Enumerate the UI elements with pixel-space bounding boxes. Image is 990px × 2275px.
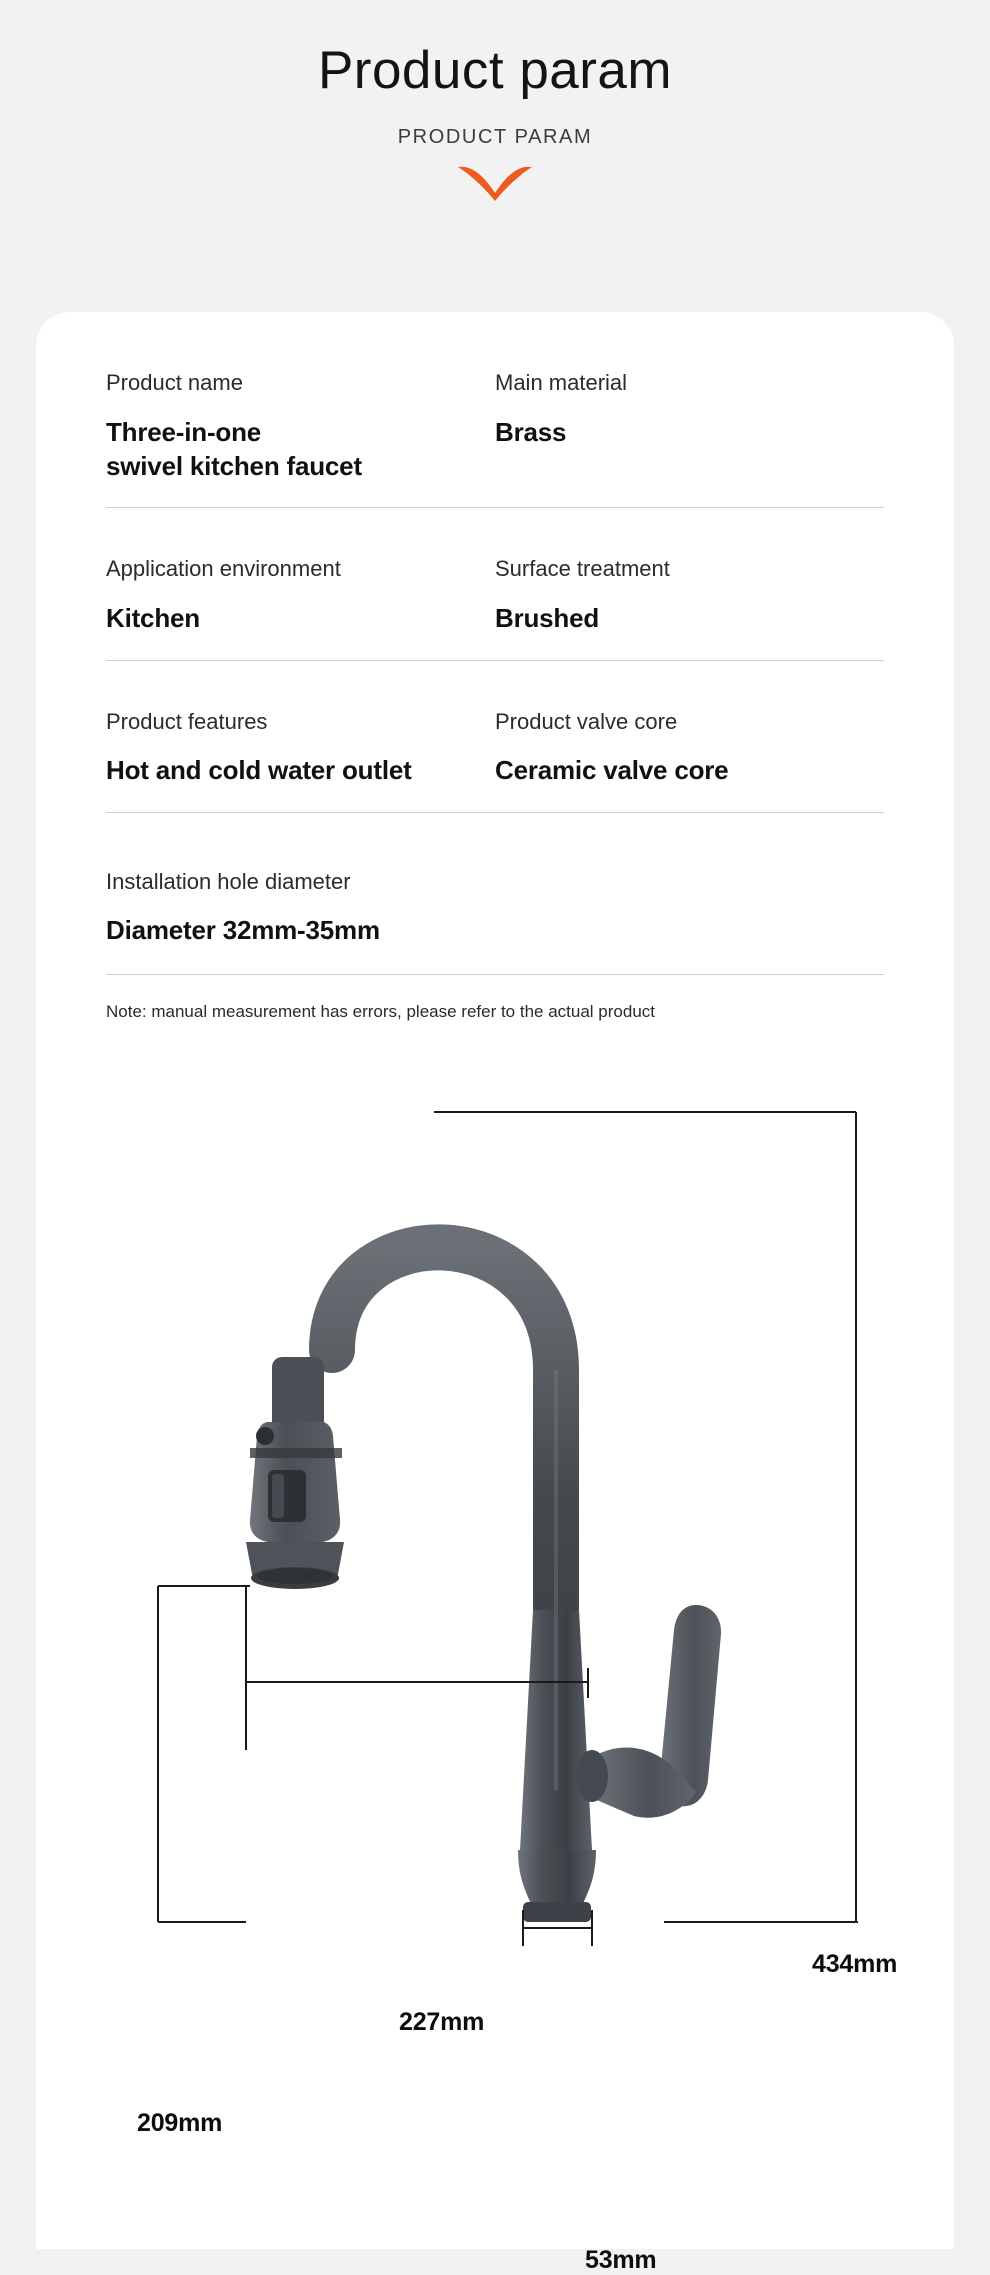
- table-row: [106, 368, 884, 508]
- page-title: Product param: [317, 41, 673, 100]
- page-subtitle: PRODUCT PARAM: [397, 126, 593, 149]
- spec-cell-product-name: [106, 368, 495, 483]
- spec-cell-product-valve-core: [495, 707, 884, 788]
- spec-cell-main-material: [495, 368, 884, 483]
- spec-cell-installation-hole-diameter: [106, 867, 884, 975]
- spec-cell-application-environment: [106, 554, 495, 635]
- spec-card: [36, 312, 954, 2275]
- table-row: [106, 554, 884, 660]
- spec-label: Product valve core: [495, 708, 678, 734]
- spec-value: Brushed: [495, 603, 600, 634]
- spec-cell-surface-treatment: [495, 554, 884, 635]
- spec-label: Application environment: [106, 556, 341, 582]
- spec-value: Ceramic valve core: [495, 755, 729, 786]
- spec-value: Brass: [495, 416, 567, 447]
- page-header: [0, 0, 990, 203]
- table-row: [106, 707, 884, 813]
- spec-label: Product features: [106, 708, 268, 734]
- spec-value: [106, 415, 483, 484]
- spec-value: Diameter 32mm-35mm: [106, 915, 380, 946]
- spec-label: Main material: [495, 370, 628, 395]
- measurement-note: Note: manual measurement has errors, please refer to the actual product: [106, 1001, 656, 1021]
- dimension-height-label: 434mm: [812, 1950, 898, 1979]
- spec-label: Surface treatment: [495, 556, 670, 582]
- spec-value: Kitchen: [106, 603, 200, 634]
- spec-value: Hot and cold water outlet: [106, 755, 412, 786]
- faucet-illustration: [36, 1050, 954, 1950]
- spec-label: Product name: [106, 370, 243, 395]
- dimension-base-width-label: 53mm: [585, 2246, 657, 2275]
- dimension-spout-height-label: 209mm: [137, 2109, 223, 2138]
- spec-label: Installation hole diameter: [106, 868, 351, 894]
- dimension-reach-label: 227mm: [399, 2008, 485, 2037]
- spec-table: [106, 368, 884, 813]
- spec-value-line2: swivel kitchen faucet: [106, 451, 362, 482]
- chevron-down-icon: [456, 163, 534, 203]
- spec-value-line1: Three-in-one: [106, 416, 262, 447]
- arrow-wrapper: [0, 163, 990, 203]
- faucet-dimension-diagram: [36, 1050, 954, 2275]
- spec-cell-product-features: [106, 707, 495, 788]
